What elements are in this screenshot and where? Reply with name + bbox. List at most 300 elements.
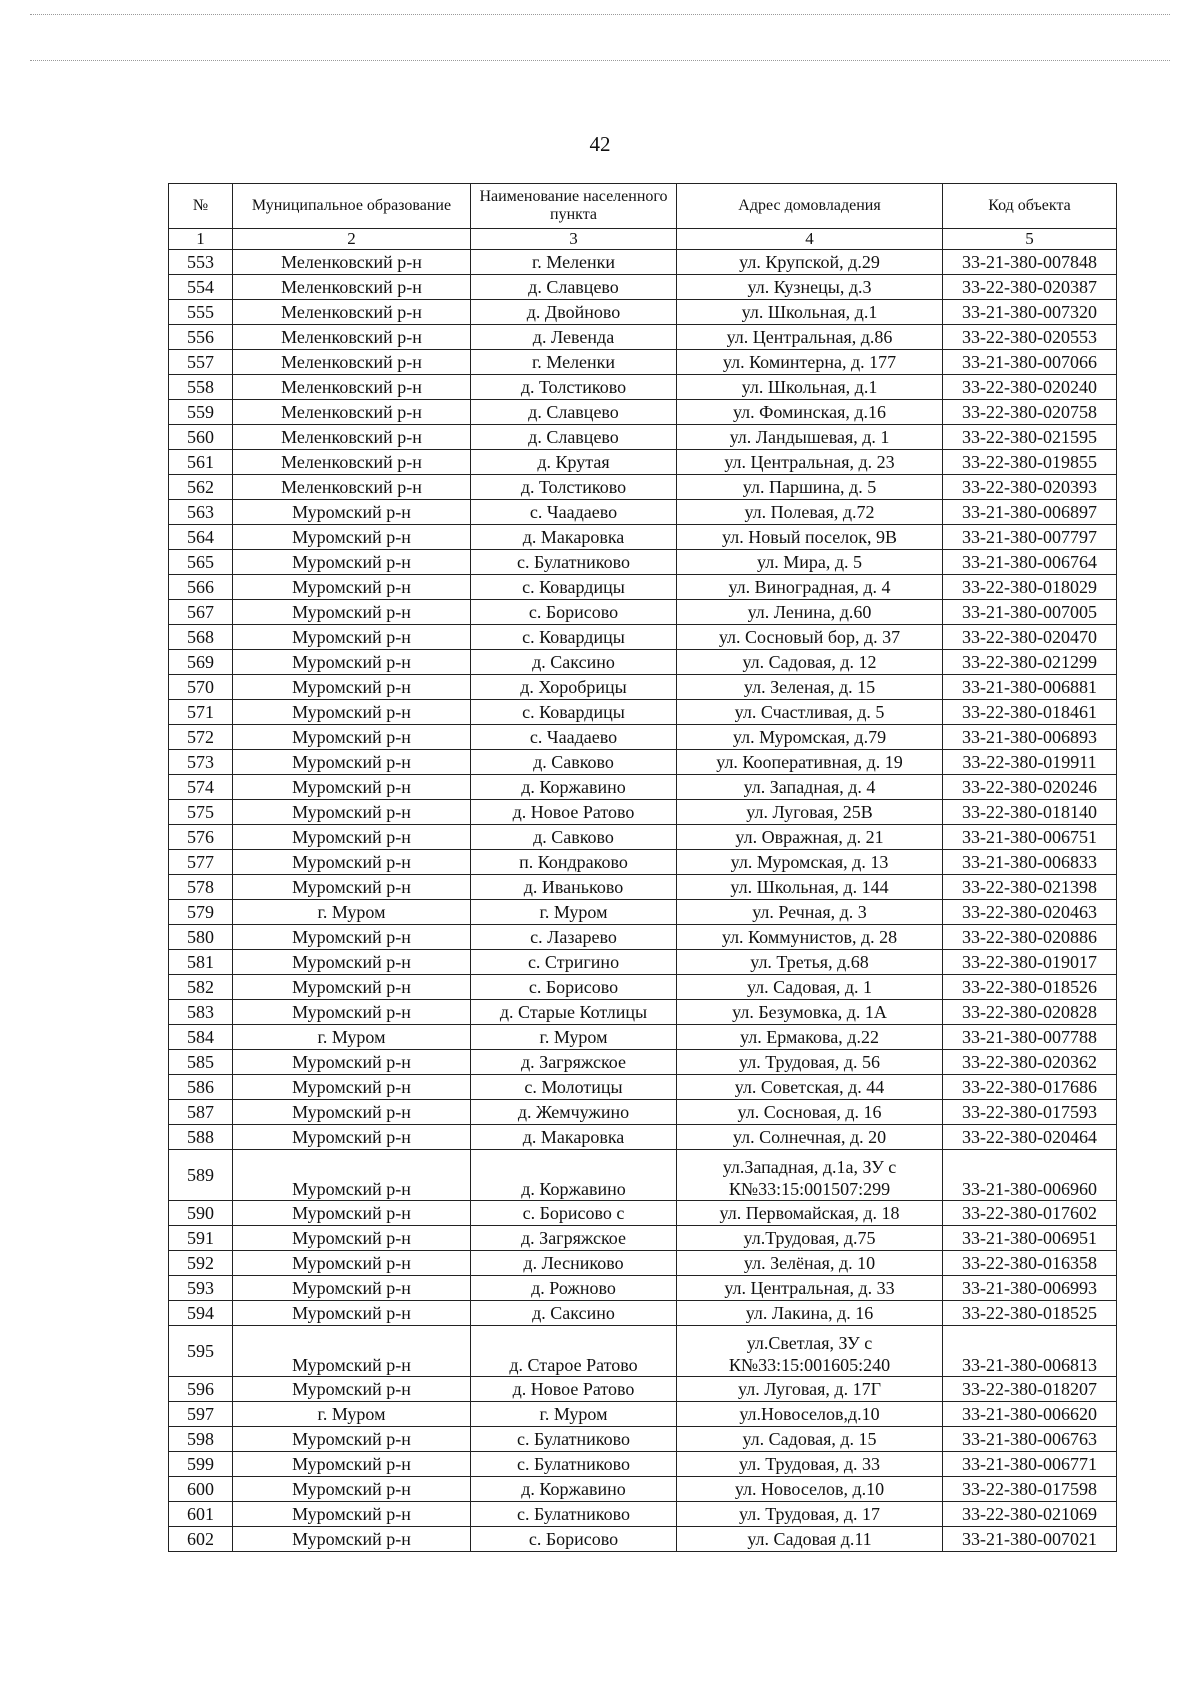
object-code-cell: 33-21-380-006881 bbox=[943, 675, 1117, 700]
object-code-cell: 33-21-380-006833 bbox=[943, 850, 1117, 875]
address-cell: ул. Фоминская, д.16 bbox=[677, 400, 943, 425]
table-row bbox=[169, 1502, 1117, 1527]
object-code-cell: 33-22-380-019017 bbox=[943, 950, 1117, 975]
address-cell: ул. Новоселов, д.10 bbox=[677, 1477, 943, 1502]
address-cell: ул. Ленина, д.60 bbox=[677, 600, 943, 625]
row-number-cell: 570 bbox=[169, 675, 233, 700]
address-cell: ул. Ермакова, д.22 bbox=[677, 1025, 943, 1050]
table-row bbox=[169, 1452, 1117, 1477]
address-cell: ул. Лакина, д. 16 bbox=[677, 1301, 943, 1326]
table-row bbox=[169, 1427, 1117, 1452]
row-number-cell: 574 bbox=[169, 775, 233, 800]
object-code-cell: 33-21-380-007005 bbox=[943, 600, 1117, 625]
column-number-cell: 1 bbox=[169, 229, 233, 250]
settlement-cell: д. Загряжское bbox=[471, 1226, 677, 1251]
address-cell: ул.Новоселов,д.10 bbox=[677, 1402, 943, 1427]
address-cell: ул. Счастливая, д. 5 bbox=[677, 700, 943, 725]
address-cell: ул.Светлая, ЗУ с К№33:15:001605:240 bbox=[677, 1326, 943, 1377]
table-row bbox=[169, 1527, 1117, 1552]
object-code-cell: 33-22-380-020387 bbox=[943, 275, 1117, 300]
row-number-cell: 577 bbox=[169, 850, 233, 875]
settlement-cell: д. Макаровка bbox=[471, 525, 677, 550]
object-code-cell: 33-21-380-006893 bbox=[943, 725, 1117, 750]
object-code-cell: 33-22-380-019855 bbox=[943, 450, 1117, 475]
row-number-cell: 566 bbox=[169, 575, 233, 600]
settlement-cell: д. Старое Ратово bbox=[471, 1326, 677, 1377]
municipality-cell: Муромский р-н bbox=[233, 1050, 471, 1075]
settlement-cell: с. Булатниково bbox=[471, 1427, 677, 1452]
table-row bbox=[169, 1000, 1117, 1025]
row-number-cell: 581 bbox=[169, 950, 233, 975]
municipality-cell: Муромский р-н bbox=[233, 500, 471, 525]
table-row bbox=[169, 675, 1117, 700]
object-code-cell: 33-22-380-020758 bbox=[943, 400, 1117, 425]
header-cell-object-code: Код объекта bbox=[943, 184, 1117, 229]
row-number-cell: 593 bbox=[169, 1276, 233, 1301]
municipality-cell: Муромский р-н bbox=[233, 1150, 471, 1201]
table-row bbox=[169, 1377, 1117, 1402]
address-cell: ул. Школьная, д. 144 bbox=[677, 875, 943, 900]
row-number-cell: 599 bbox=[169, 1452, 233, 1477]
table-row bbox=[169, 925, 1117, 950]
address-cell: ул. Трудовая, д. 17 bbox=[677, 1502, 943, 1527]
row-number-cell: 565 bbox=[169, 550, 233, 575]
object-code-cell: 33-22-380-018140 bbox=[943, 800, 1117, 825]
object-code-cell: 33-22-380-021299 bbox=[943, 650, 1117, 675]
settlement-cell: д. Коржавино bbox=[471, 1477, 677, 1502]
object-code-cell: 33-22-380-020464 bbox=[943, 1125, 1117, 1150]
municipality-cell: Меленковский р-н bbox=[233, 450, 471, 475]
address-cell: ул. Садовая, д. 15 bbox=[677, 1427, 943, 1452]
table-row bbox=[169, 275, 1117, 300]
row-number-cell: 561 bbox=[169, 450, 233, 475]
settlement-cell: с. Чаадаево bbox=[471, 500, 677, 525]
municipality-cell: г. Муром bbox=[233, 1402, 471, 1427]
column-number-cell: 3 bbox=[471, 229, 677, 250]
address-cell: ул. Полевая, д.72 bbox=[677, 500, 943, 525]
object-code-cell: 33-21-380-006897 bbox=[943, 500, 1117, 525]
object-code-cell: 33-22-380-021398 bbox=[943, 875, 1117, 900]
address-cell: ул. Центральная, д.86 bbox=[677, 325, 943, 350]
table-row bbox=[169, 250, 1117, 275]
settlement-cell: д. Макаровка bbox=[471, 1125, 677, 1150]
row-number-cell: 584 bbox=[169, 1025, 233, 1050]
municipality-cell: Муромский р-н bbox=[233, 1276, 471, 1301]
address-cell: ул. Трудовая, д. 33 bbox=[677, 1452, 943, 1477]
table-row bbox=[169, 450, 1117, 475]
municipality-cell: Муромский р-н bbox=[233, 1326, 471, 1377]
settlement-cell: д. Славцево bbox=[471, 400, 677, 425]
table-row bbox=[169, 1301, 1117, 1326]
municipality-cell: Муромский р-н bbox=[233, 800, 471, 825]
table-row bbox=[169, 550, 1117, 575]
settlement-cell: д. Толстиково bbox=[471, 475, 677, 500]
municipality-cell: Меленковский р-н bbox=[233, 275, 471, 300]
settlement-cell: д. Иваньково bbox=[471, 875, 677, 900]
municipality-cell: Муромский р-н bbox=[233, 1527, 471, 1552]
table-row bbox=[169, 725, 1117, 750]
municipality-cell: Муромский р-н bbox=[233, 675, 471, 700]
row-number-cell: 590 bbox=[169, 1201, 233, 1226]
row-number-cell: 601 bbox=[169, 1502, 233, 1527]
settlement-cell: д. Толстиково bbox=[471, 375, 677, 400]
object-code-cell: 33-22-380-018207 bbox=[943, 1377, 1117, 1402]
municipality-cell: Муромский р-н bbox=[233, 850, 471, 875]
address-cell: ул. Луговая, 25В bbox=[677, 800, 943, 825]
table-body bbox=[169, 250, 1117, 1552]
table-row bbox=[169, 1100, 1117, 1125]
table-row bbox=[169, 1125, 1117, 1150]
settlement-cell: с. Молотицы bbox=[471, 1075, 677, 1100]
scan-artifact-line bbox=[30, 14, 1170, 15]
settlement-cell: д. Старые Котлицы bbox=[471, 1000, 677, 1025]
table-row bbox=[169, 525, 1117, 550]
row-number-cell: 572 bbox=[169, 725, 233, 750]
table-row bbox=[169, 800, 1117, 825]
object-code-cell: 33-21-380-007066 bbox=[943, 350, 1117, 375]
row-number-cell: 600 bbox=[169, 1477, 233, 1502]
table-row bbox=[169, 375, 1117, 400]
object-code-cell: 33-21-380-006620 bbox=[943, 1402, 1117, 1427]
table-row bbox=[169, 950, 1117, 975]
row-number-cell: 564 bbox=[169, 525, 233, 550]
address-cell: ул. Паршина, д. 5 bbox=[677, 475, 943, 500]
table-row bbox=[169, 900, 1117, 925]
row-number-cell: 567 bbox=[169, 600, 233, 625]
address-cell: ул. Сосновая, д. 16 bbox=[677, 1100, 943, 1125]
row-number-cell: 585 bbox=[169, 1050, 233, 1075]
table-row bbox=[169, 775, 1117, 800]
object-code-cell: 33-22-380-020246 bbox=[943, 775, 1117, 800]
row-number-cell: 554 bbox=[169, 275, 233, 300]
address-cell: ул. Крупской, д.29 bbox=[677, 250, 943, 275]
settlement-cell: г. Муром bbox=[471, 1025, 677, 1050]
row-number-cell: 558 bbox=[169, 375, 233, 400]
object-code-cell: 33-22-380-020362 bbox=[943, 1050, 1117, 1075]
row-number-cell: 595 bbox=[169, 1326, 233, 1377]
row-number-cell: 594 bbox=[169, 1301, 233, 1326]
table-row bbox=[169, 300, 1117, 325]
settlement-cell: с. Булатниково bbox=[471, 1452, 677, 1477]
object-code-cell: 33-22-380-017686 bbox=[943, 1075, 1117, 1100]
object-code-cell: 33-22-380-020240 bbox=[943, 375, 1117, 400]
row-number-cell: 583 bbox=[169, 1000, 233, 1025]
municipality-cell: Муромский р-н bbox=[233, 650, 471, 675]
row-number-cell: 569 bbox=[169, 650, 233, 675]
column-number-cell: 4 bbox=[677, 229, 943, 250]
settlement-cell: д. Жемчужино bbox=[471, 1100, 677, 1125]
column-number-cell: 5 bbox=[943, 229, 1117, 250]
object-code-cell: 33-21-380-007788 bbox=[943, 1025, 1117, 1050]
settlement-cell: г. Муром bbox=[471, 1402, 677, 1427]
municipality-cell: Муромский р-н bbox=[233, 1075, 471, 1100]
table-row bbox=[169, 650, 1117, 675]
municipality-cell: Муромский р-н bbox=[233, 1226, 471, 1251]
header-cell-number: № bbox=[169, 184, 233, 229]
address-cell: ул. Зеленая, д. 15 bbox=[677, 675, 943, 700]
row-number-cell: 597 bbox=[169, 1402, 233, 1427]
object-code-cell: 33-22-380-021595 bbox=[943, 425, 1117, 450]
object-code-cell: 33-22-380-017602 bbox=[943, 1201, 1117, 1226]
settlement-cell: д. Савково bbox=[471, 750, 677, 775]
column-number-row bbox=[169, 229, 1117, 250]
address-cell: ул.Западная, д.1а, ЗУ с К№33:15:001507:299 bbox=[677, 1150, 943, 1201]
address-cell: ул. Новый поселок, 9В bbox=[677, 525, 943, 550]
settlement-cell: с. Чаадаево bbox=[471, 725, 677, 750]
row-number-cell: 555 bbox=[169, 300, 233, 325]
object-code-cell: 33-22-380-017593 bbox=[943, 1100, 1117, 1125]
settlement-cell: д. Крутая bbox=[471, 450, 677, 475]
municipality-cell: г. Муром bbox=[233, 900, 471, 925]
municipality-cell: Муромский р-н bbox=[233, 1125, 471, 1150]
municipality-cell: Муромский р-н bbox=[233, 1477, 471, 1502]
municipality-cell: Муромский р-н bbox=[233, 950, 471, 975]
table-row bbox=[169, 1477, 1117, 1502]
row-number-cell: 575 bbox=[169, 800, 233, 825]
object-code-cell: 33-22-380-020553 bbox=[943, 325, 1117, 350]
settlement-cell: д. Славцево bbox=[471, 425, 677, 450]
row-number-cell: 586 bbox=[169, 1075, 233, 1100]
header-cell-settlement: Наименование населенного пункта bbox=[471, 184, 677, 229]
object-code-cell: 33-21-380-006771 bbox=[943, 1452, 1117, 1477]
settlement-cell: д. Коржавино bbox=[471, 775, 677, 800]
row-number-cell: 592 bbox=[169, 1251, 233, 1276]
municipality-cell: Муромский р-н bbox=[233, 825, 471, 850]
settlement-cell: д. Лесниково bbox=[471, 1251, 677, 1276]
address-cell: ул. Кузнецы, д.3 bbox=[677, 275, 943, 300]
municipality-cell: Муромский р-н bbox=[233, 975, 471, 1000]
row-number-cell: 571 bbox=[169, 700, 233, 725]
settlement-cell: д. Славцево bbox=[471, 275, 677, 300]
table-row bbox=[169, 400, 1117, 425]
address-cell: ул. Муромская, д. 13 bbox=[677, 850, 943, 875]
object-code-cell: 33-21-380-006763 bbox=[943, 1427, 1117, 1452]
municipality-cell: Муромский р-н bbox=[233, 1000, 471, 1025]
row-number-cell: 596 bbox=[169, 1377, 233, 1402]
table-row bbox=[169, 1150, 1117, 1201]
row-number-cell: 557 bbox=[169, 350, 233, 375]
settlement-cell: с. Борисово с bbox=[471, 1201, 677, 1226]
row-number-cell: 568 bbox=[169, 625, 233, 650]
municipality-cell: Муромский р-н bbox=[233, 1377, 471, 1402]
object-code-cell: 33-21-380-006993 bbox=[943, 1276, 1117, 1301]
object-code-cell: 33-22-380-018525 bbox=[943, 1301, 1117, 1326]
row-number-cell: 591 bbox=[169, 1226, 233, 1251]
municipality-cell: Муромский р-н bbox=[233, 1452, 471, 1477]
address-cell: ул. Сосновый бор, д. 37 bbox=[677, 625, 943, 650]
object-code-cell: 33-21-380-007021 bbox=[943, 1527, 1117, 1552]
settlement-cell: с. Ковардицы bbox=[471, 575, 677, 600]
municipality-cell: Муромский р-н bbox=[233, 775, 471, 800]
row-number-cell: 587 bbox=[169, 1100, 233, 1125]
address-cell: ул. Третья, д.68 bbox=[677, 950, 943, 975]
object-code-cell: 33-22-380-018029 bbox=[943, 575, 1117, 600]
table-row bbox=[169, 750, 1117, 775]
municipality-cell: Муромский р-н bbox=[233, 550, 471, 575]
row-number-cell: 579 bbox=[169, 900, 233, 925]
address-cell: ул. Коминтерна, д. 177 bbox=[677, 350, 943, 375]
settlement-cell: д. Новое Ратово bbox=[471, 800, 677, 825]
table-row bbox=[169, 825, 1117, 850]
table-row bbox=[169, 350, 1117, 375]
municipality-cell: Муромский р-н bbox=[233, 575, 471, 600]
settlement-cell: д. Рожново bbox=[471, 1276, 677, 1301]
municipality-cell: Муромский р-н bbox=[233, 1251, 471, 1276]
settlement-cell: с. Борисово bbox=[471, 600, 677, 625]
municipality-cell: г. Муром bbox=[233, 1025, 471, 1050]
settlement-cell: д. Двойново bbox=[471, 300, 677, 325]
header-cell-address: Адрес домовладения bbox=[677, 184, 943, 229]
row-number-cell: 576 bbox=[169, 825, 233, 850]
address-cell: ул. Центральная, д. 33 bbox=[677, 1276, 943, 1301]
object-code-cell: 33-21-380-007848 bbox=[943, 250, 1117, 275]
table-row bbox=[169, 875, 1117, 900]
settlement-cell: с. Булатниково bbox=[471, 550, 677, 575]
municipality-cell: Муромский р-н bbox=[233, 600, 471, 625]
settlement-cell: д. Саксино bbox=[471, 650, 677, 675]
row-number-cell: 598 bbox=[169, 1427, 233, 1452]
municipality-cell: Муромский р-н bbox=[233, 625, 471, 650]
table-row bbox=[169, 575, 1117, 600]
address-cell: ул. Советская, д. 44 bbox=[677, 1075, 943, 1100]
address-cell: ул. Коммунистов, д. 28 bbox=[677, 925, 943, 950]
table-row bbox=[169, 1326, 1117, 1377]
object-code-cell: 33-21-380-007797 bbox=[943, 525, 1117, 550]
settlement-cell: г. Меленки bbox=[471, 250, 677, 275]
address-cell: ул. Овражная, д. 21 bbox=[677, 825, 943, 850]
table-row bbox=[169, 1201, 1117, 1226]
table-row bbox=[169, 1402, 1117, 1427]
table-row bbox=[169, 975, 1117, 1000]
municipality-cell: Муромский р-н bbox=[233, 750, 471, 775]
settlement-cell: с. Борисово bbox=[471, 975, 677, 1000]
municipality-cell: Меленковский р-н bbox=[233, 250, 471, 275]
municipality-cell: Муромский р-н bbox=[233, 1100, 471, 1125]
row-number-cell: 553 bbox=[169, 250, 233, 275]
settlement-cell: д. Загряжское bbox=[471, 1050, 677, 1075]
settlement-cell: с. Лазарево bbox=[471, 925, 677, 950]
address-cell: ул. Западная, д. 4 bbox=[677, 775, 943, 800]
table-row bbox=[169, 625, 1117, 650]
municipality-cell: Муромский р-н bbox=[233, 925, 471, 950]
address-cell: ул. Школьная, д.1 bbox=[677, 300, 943, 325]
municipality-cell: Муромский р-н bbox=[233, 700, 471, 725]
municipality-cell: Муромский р-н bbox=[233, 525, 471, 550]
object-code-cell: 33-21-380-006751 bbox=[943, 825, 1117, 850]
settlement-cell: с. Ковардицы bbox=[471, 700, 677, 725]
settlement-cell: п. Кондраково bbox=[471, 850, 677, 875]
object-code-cell: 33-22-380-016358 bbox=[943, 1251, 1117, 1276]
address-cell: ул. Кооперативная, д. 19 bbox=[677, 750, 943, 775]
object-code-cell: 33-21-380-006813 bbox=[943, 1326, 1117, 1377]
object-code-cell: 33-21-380-007320 bbox=[943, 300, 1117, 325]
address-cell: ул. Мира, д. 5 bbox=[677, 550, 943, 575]
address-cell: ул. Солнечная, д. 20 bbox=[677, 1125, 943, 1150]
address-cell: ул. Центральная, д. 23 bbox=[677, 450, 943, 475]
table-header bbox=[169, 184, 1117, 250]
object-code-cell: 33-22-380-020463 bbox=[943, 900, 1117, 925]
settlement-cell: с. Булатниково bbox=[471, 1502, 677, 1527]
settlement-cell: д. Савково bbox=[471, 825, 677, 850]
table-row bbox=[169, 425, 1117, 450]
municipality-cell: Меленковский р-н bbox=[233, 350, 471, 375]
header-row bbox=[169, 184, 1117, 229]
address-cell: ул. Безумовка, д. 1А bbox=[677, 1000, 943, 1025]
table-row bbox=[169, 700, 1117, 725]
address-cell: ул. Луговая, д. 17Г bbox=[677, 1377, 943, 1402]
settlement-cell: д. Новое Ратово bbox=[471, 1377, 677, 1402]
municipality-cell: Муромский р-н bbox=[233, 875, 471, 900]
table-row bbox=[169, 1226, 1117, 1251]
table-row bbox=[169, 475, 1117, 500]
object-code-cell: 33-21-380-006764 bbox=[943, 550, 1117, 575]
municipality-cell: Меленковский р-н bbox=[233, 300, 471, 325]
address-cell: ул. Садовая, д. 1 bbox=[677, 975, 943, 1000]
object-code-cell: 33-22-380-018461 bbox=[943, 700, 1117, 725]
object-code-cell: 33-22-380-020470 bbox=[943, 625, 1117, 650]
address-cell: ул.Трудовая, д.75 bbox=[677, 1226, 943, 1251]
address-cell: ул. Школьная, д.1 bbox=[677, 375, 943, 400]
table-row bbox=[169, 600, 1117, 625]
address-cell: ул. Садовая, д. 12 bbox=[677, 650, 943, 675]
object-code-cell: 33-22-380-020393 bbox=[943, 475, 1117, 500]
row-number-cell: 582 bbox=[169, 975, 233, 1000]
address-cell: ул. Зелёная, д. 10 bbox=[677, 1251, 943, 1276]
table-row bbox=[169, 850, 1117, 875]
row-number-cell: 602 bbox=[169, 1527, 233, 1552]
municipality-cell: Меленковский р-н bbox=[233, 325, 471, 350]
table-row bbox=[169, 1251, 1117, 1276]
address-cell: ул. Трудовая, д. 56 bbox=[677, 1050, 943, 1075]
header-cell-municipality: Муниципальное образование bbox=[233, 184, 471, 229]
municipality-cell: Муромский р-н bbox=[233, 1301, 471, 1326]
register-table bbox=[168, 183, 1117, 1552]
address-cell: ул. Муромская, д.79 bbox=[677, 725, 943, 750]
row-number-cell: 556 bbox=[169, 325, 233, 350]
municipality-cell: Муромский р-н bbox=[233, 1502, 471, 1527]
object-code-cell: 33-22-380-021069 bbox=[943, 1502, 1117, 1527]
settlement-cell: г. Меленки bbox=[471, 350, 677, 375]
municipality-cell: Меленковский р-н bbox=[233, 475, 471, 500]
table-row bbox=[169, 1050, 1117, 1075]
settlement-cell: с. Стригино bbox=[471, 950, 677, 975]
municipality-cell: Меленковский р-н bbox=[233, 400, 471, 425]
table-row bbox=[169, 325, 1117, 350]
row-number-cell: 580 bbox=[169, 925, 233, 950]
object-code-cell: 33-22-380-019911 bbox=[943, 750, 1117, 775]
table-row bbox=[169, 1025, 1117, 1050]
municipality-cell: Меленковский р-н bbox=[233, 375, 471, 400]
municipality-cell: Муромский р-н bbox=[233, 725, 471, 750]
row-number-cell: 573 bbox=[169, 750, 233, 775]
page-number: 42 bbox=[589, 132, 611, 156]
object-code-cell: 33-22-380-020828 bbox=[943, 1000, 1117, 1025]
row-number-cell: 588 bbox=[169, 1125, 233, 1150]
address-cell: ул. Виноградная, д. 4 bbox=[677, 575, 943, 600]
row-number-cell: 559 bbox=[169, 400, 233, 425]
settlement-cell: с. Борисово bbox=[471, 1527, 677, 1552]
row-number-cell: 578 bbox=[169, 875, 233, 900]
row-number-cell: 562 bbox=[169, 475, 233, 500]
address-cell: ул. Речная, д. 3 bbox=[677, 900, 943, 925]
municipality-cell: Меленковский р-н bbox=[233, 425, 471, 450]
table-row bbox=[169, 1276, 1117, 1301]
object-code-cell: 33-22-380-020886 bbox=[943, 925, 1117, 950]
table-row bbox=[169, 500, 1117, 525]
municipality-cell: Муромский р-н bbox=[233, 1201, 471, 1226]
address-cell: ул. Первомайская, д. 18 bbox=[677, 1201, 943, 1226]
settlement-cell: д. Коржавино bbox=[471, 1150, 677, 1201]
